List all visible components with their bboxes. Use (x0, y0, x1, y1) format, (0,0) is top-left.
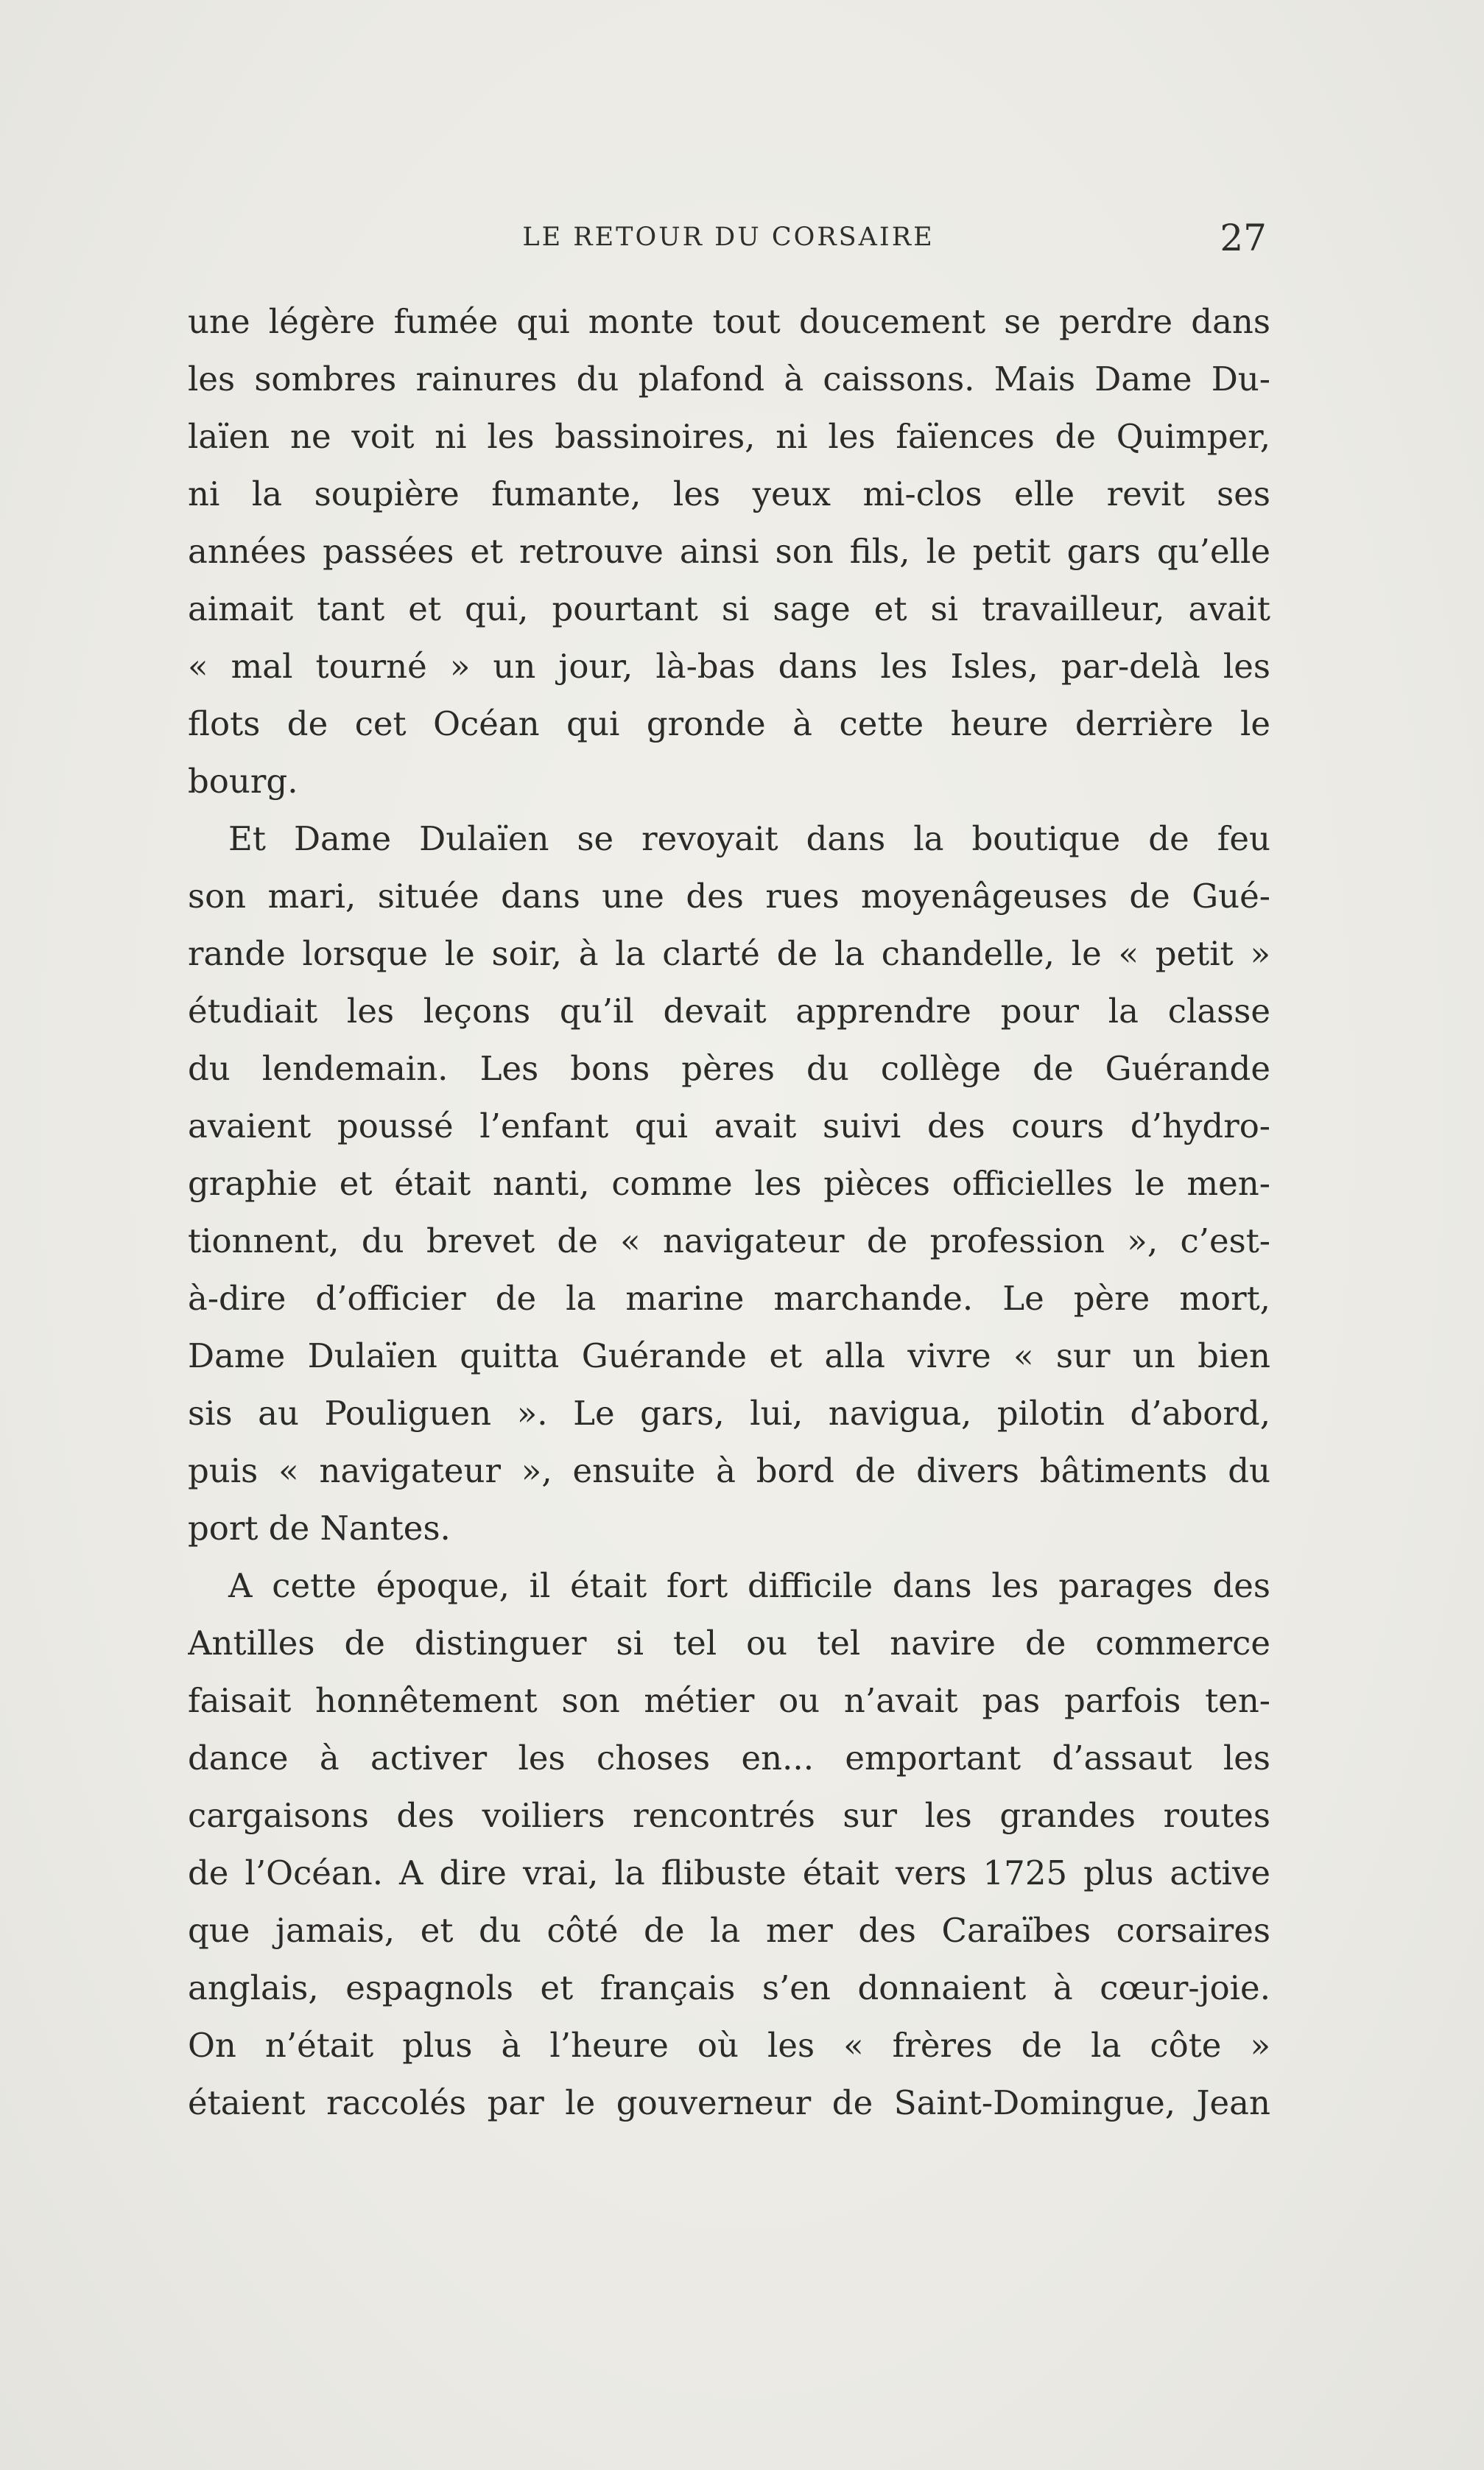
text-line: port de Nantes. (188, 1509, 451, 1548)
text-line: étaient raccolés par le gouverneur de Saint-Domingue, Jean (188, 2083, 1270, 2122)
text-line: aimait tant et qui, pourtant si sage et si travailleur, avait (188, 589, 1270, 628)
text-line: tionnent, du brevet de « navigateur de profession », c’est- (188, 1221, 1270, 1260)
text-line: ni la soupière fumante, les yeux mi-clos elle revit ses (188, 474, 1270, 513)
text-line: son mari, située dans une des rues moyenâgeuses de Gué- (188, 877, 1270, 916)
text-line: du lendemain. Les bons pères du collège de Guérande (188, 1049, 1270, 1088)
text-line: laïen ne voit ni les bassinoires, ni les faïences de Quimper, (188, 417, 1270, 456)
text-line: bourg. (188, 762, 298, 801)
text-line: de l’Océan. A dire vrai, la flibuste était vers 1725 plus active (188, 1853, 1270, 1892)
text-line: cargaisons des voiliers rencontrés sur les grandes routes (188, 1796, 1270, 1835)
text-line: puis « navigateur », ensuite à bord de divers bâtiments du (188, 1451, 1270, 1490)
text-line: graphie et était nanti, comme les pièces officielles le men- (188, 1164, 1270, 1203)
text-line: les sombres rainures du plafond à caissons. Mais Dame Du- (188, 359, 1270, 399)
paragraph-2 (188, 810, 1270, 1557)
text-line: Dame Dulaïen quitta Guérande et alla vivre « sur un bien (188, 1336, 1270, 1375)
text-line: Antilles de distinguer si tel ou tel navire de commerce (188, 1624, 1270, 1663)
text-line: étudiait les leçons qu’il devait apprendre pour la classe (188, 992, 1270, 1031)
body-text (188, 293, 1270, 2132)
text-line: que jamais, et du côté de la mer des Caraïbes corsaires (188, 1911, 1270, 1950)
paragraph-3 (188, 1557, 1270, 2132)
text-line: « mal tourné » un jour, là-bas dans les Isles, par-delà les (188, 647, 1270, 686)
text-line: rande lorsque le soir, à la clarté de la chandelle, le « petit » (188, 934, 1270, 973)
text-line: dance à activer les choses en... emportant d’assaut les (188, 1739, 1270, 1778)
paragraph-1 (188, 293, 1270, 810)
text-line: une légère fumée qui monte tout doucement se perdre dans (188, 302, 1270, 341)
text-line: faisait honnêtement son métier ou n’avait pas parfois ten- (188, 1681, 1270, 1720)
text-line: années passées et retrouve ainsi son fils, le petit gars qu’elle (188, 532, 1270, 571)
running-head (190, 217, 1267, 261)
text-line: sis au Pouliguen ». Le gars, lui, navigua, pilotin d’abord, (188, 1394, 1270, 1433)
running-title: LE RETOUR DU CORSAIRE (522, 222, 935, 252)
text-line: avaient poussé l’enfant qui avait suivi des cours d’hydro- (188, 1106, 1270, 1145)
page-number: 27 (1220, 217, 1267, 259)
text-line: On n’était plus à l’heure où les « frères de la côte » (188, 2026, 1270, 2065)
text-line: Et Dame Dulaïen se revoyait dans la boutique de feu (228, 819, 1270, 858)
text-line: à-dire d’officier de la marine marchande. Le père mort, (188, 1279, 1270, 1318)
text-line: anglais, espagnols et français s’en donnaient à cœur-joie. (188, 1968, 1270, 2007)
text-line: flots de cet Océan qui gronde à cette heure derrière le (188, 704, 1270, 743)
text-line: A cette époque, il était fort difficile dans les parages des (228, 1566, 1270, 1605)
